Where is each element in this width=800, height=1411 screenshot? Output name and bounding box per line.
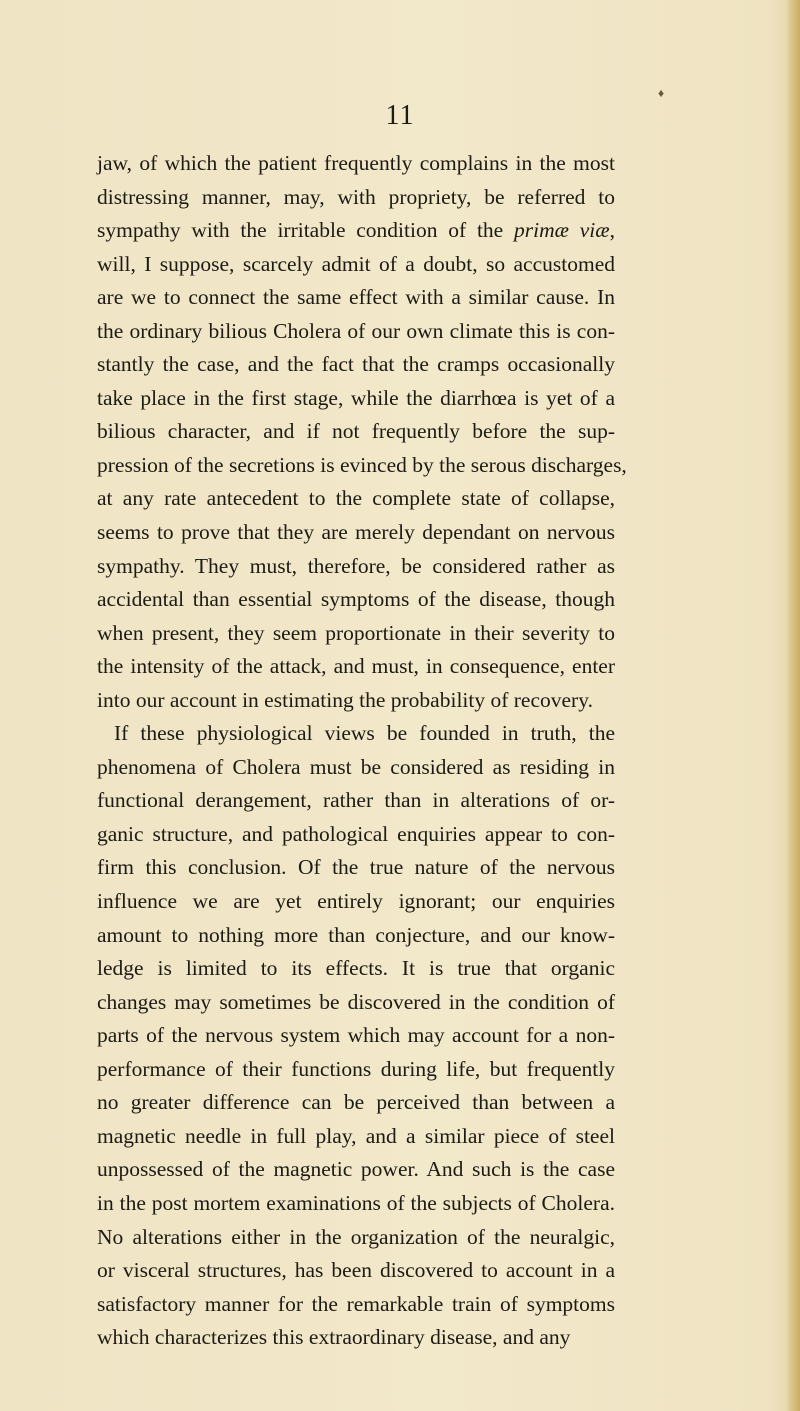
text-line: phenomena of Cholera must be considered as residing in [97,754,615,779]
text-line: when present, they seem proportionate in their severity to [97,620,615,645]
text-line: no greater difference can be perceived than between a [97,1090,615,1115]
text-line: jaw, of which the patient frequently complains in the most [97,151,615,175]
text-line: seems to prove that they are merely dependant on nervous [97,520,615,545]
text-line: into our account in estimating the probability of recovery. [97,687,593,712]
page-edge [786,0,800,1411]
text-line: ganic structure, and pathological enquiries appear to con- [97,821,615,846]
text-line: influence we are yet entirely ignorant; our enquiries [97,889,615,914]
text-line: parts of the nervous system which may account for a non- [97,1023,615,1048]
text-line: stantly the case, and the fact that the cramps occasionally [97,352,615,377]
ink-mark: ♦ [658,86,665,100]
text-line: take place in the first stage, while the diarrhœa is yet of a [97,385,615,410]
text-line-part: sympathy with the irritable condition of the primæ viæ, [97,218,615,243]
text-line: at any rate antecedent to the complete state of collapse, [97,486,615,511]
text-line: ledge is limited to its effects. It is true that organic [97,956,615,981]
body-text [97,147,627,1355]
page-number: 11 [385,100,415,131]
text-line: the intensity of the attack, and must, in consequence, enter [97,654,615,679]
text-line: which characterizes this extraordinary disease, and any [97,1325,571,1350]
text-line: If these physiological views be founded in truth, the [114,721,615,746]
text-line: bilious character, and if not frequently before the sup- [97,419,615,444]
text-line: magnetic needle in full play, and a similar piece of steel [97,1123,615,1148]
text-line: accidental than essential symptoms of the disease, though [97,587,615,612]
text-line: the ordinary bilious Cholera of our own climate this is con- [97,318,615,343]
text-line: amount to nothing more than conjecture, and our know- [97,922,615,947]
text-line: functional derangement, rather than in alterations of or- [97,788,615,813]
text-line: pression of the secretions is evinced by the serous discharges, [97,452,627,477]
italic-phrase: primæ viæ [514,218,610,243]
text-line: are we to connect the same effect with a similar cause. In [97,285,615,310]
text-line: No alterations either in the organization of the neuralgic, [97,1224,615,1249]
text-line: distressing manner, may, with propriety, be referred to [97,184,615,209]
text-line: satisfactory manner for the remarkable train of symptoms [97,1291,615,1316]
text-line: or visceral structures, has been discovered to account in a [97,1258,615,1283]
text-line: changes may sometimes be discovered in the condition of [97,989,615,1014]
text-line: firm this conclusion. Of the true nature of the nervous [97,855,615,880]
text-line: will, I suppose, scarcely admit of a doubt, so accustomed [97,251,615,276]
text-line: performance of their functions during life, but frequently [97,1056,615,1081]
text-line: sympathy. They must, therefore, be considered rather as [97,553,615,578]
text-line [97,214,615,248]
text-line: in the post mortem examinations of the subjects of Cholera. [97,1190,615,1215]
text-line: unpossessed of the magnetic power. And such is the case [97,1157,615,1182]
